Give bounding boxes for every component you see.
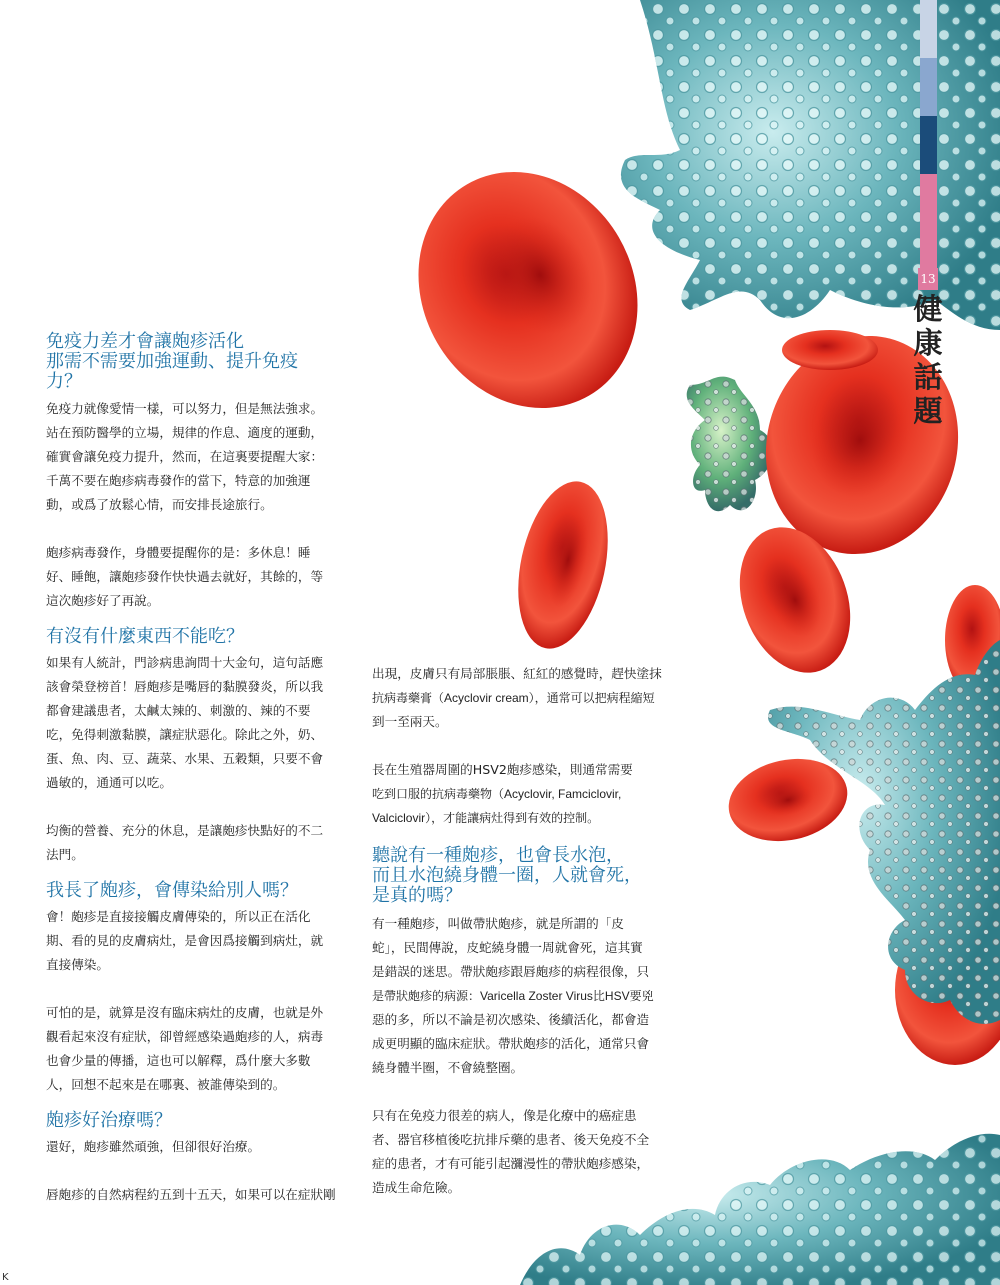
paragraph-treatment-1: 還好，皰疹雖然頑強，但卻很好治療。 xyxy=(46,1139,261,1154)
heading-shingles: 聽說有一種皰疹，也會長水泡， 而且水泡繞身體一圈，人就會死， 是真的嗎？ xyxy=(372,845,642,906)
heading-diet: 有沒有什麼東西不能吃？ xyxy=(46,626,244,647)
paragraph-shingles-1: 有一種皰疹，叫做帶狀皰疹，就是所謂的「皮 蛇」，民間傳說，皮蛇繞身體一周就會死，這其實 是錯誤的迷思。帶狀皰疹跟唇皰疹的病程很像，只 是帶狀皰疹的病源：Varicella Zoster Virus比HSV要兇 惡的多，所以不論是初次感染、後續活化，都會造 成更明顯的臨床症狀。帶狀皰疹的活化，通常只會 繞身體半圈，不會繞整圈。 xyxy=(372,916,654,1075)
tab-swatch-3 xyxy=(920,116,937,174)
column-title: 健 康 話 題 xyxy=(913,292,943,428)
paragraph-shingles-2: 只有在免疫力很差的病人，像是化療中的癌症患 者、器官移植後吃抗排斥藥的患者、後天免疫不全 症的患者，才有可能引起瀰漫性的帶狀皰疹感染， 造成生命危險。 xyxy=(372,1108,650,1195)
section-color-tab xyxy=(920,0,937,270)
heading-contagion: 我長了皰疹，會傳染給別人嗎？ xyxy=(46,880,298,901)
paragraph-hsv2: 長在生殖器周圍的HSV2皰疹感染，則通常需要 吃到口服的抗病毒藥物（Acyclovir, Famciclovir, Valciclovir），才能讓病灶得到有效的控制。 xyxy=(372,762,633,825)
paragraph-immunity-2: 皰疹病毒發作，身體要提醒你的是：多休息！睡 好、睡飽，讓皰疹發作快快過去就好，其餘的，等 這次皰疹好了再說。 xyxy=(46,545,324,608)
right-column xyxy=(372,662,672,1200)
tab-swatch-2 xyxy=(920,58,937,116)
paragraph-diet-1: 如果有人統計，門診病患詢問十大金句，這句話應 該會榮登榜首！唇皰疹是嘴唇的黏膜發炎，所以我 都會建議患者，太鹹太辣的、刺激的、辣的不要 吃，免得刺激黏膜，讓症狀惡化。除此之外，奶、 蛋、魚、肉、豆、蔬菜、水果、五穀類，只要不會 過敏的，通通可以吃。 xyxy=(46,655,324,790)
heading-treatment: 皰疹好治療嗎？ xyxy=(46,1110,172,1131)
paragraph-contagion-1: 會！皰疹是直接接觸皮膚傳染的，所以正在活化 期、看的見的皮膚病灶，是會因爲接觸到病灶，就 直接傳染。 xyxy=(46,909,324,972)
virus-green-small xyxy=(687,377,773,512)
tab-swatch-4 xyxy=(920,174,937,270)
paragraph-immunity-1: 免疫力就像愛情一樣，可以努力，但是無法強求。 站在預防醫學的立場，規律的作息、適度的運動， 確實會讓免疫力提升，然而，在這裏要提醒大家： 千萬不要在皰疹病毒發作的當下，特意的加強運 動，或爲了放鬆心情，而安排長途旅行。 xyxy=(46,401,324,512)
paragraph-diet-2: 均衡的營養、充分的休息，是讓皰疹快點好的不二 法門。 xyxy=(46,823,324,862)
left-column xyxy=(46,332,346,1207)
virus-top-right xyxy=(621,0,1000,330)
page-corner-mark: K xyxy=(2,1272,9,1283)
page-number: 13 xyxy=(918,268,938,290)
paragraph-contagion-2: 可怕的是，就算是沒有臨床病灶的皮膚，也就是外 觀看起來沒有症狀，卻曾經感染過皰疹的人，病毒 也會少量的傳播，這也可以解釋，爲什麼大多數 人，回想不起來是在哪裏、被誰傳染到的。 xyxy=(46,1005,324,1092)
heading-immunity: 免疫力差才會讓皰疹活化 那需不需要加強運動、提升免疫 力？ xyxy=(46,331,298,392)
paragraph-treatment-2: 唇皰疹的自然病程約五到十五天，如果可以在症狀剛 xyxy=(46,1187,336,1202)
paragraph-treatment-3: 出現，皮膚只有局部脹脹、紅紅的感覺時，趕快塗抹 抗病毒藥膏（Acyclovir cream），通常可以把病程縮短 到一至兩天。 xyxy=(372,666,662,729)
tab-swatch-1 xyxy=(920,0,937,58)
